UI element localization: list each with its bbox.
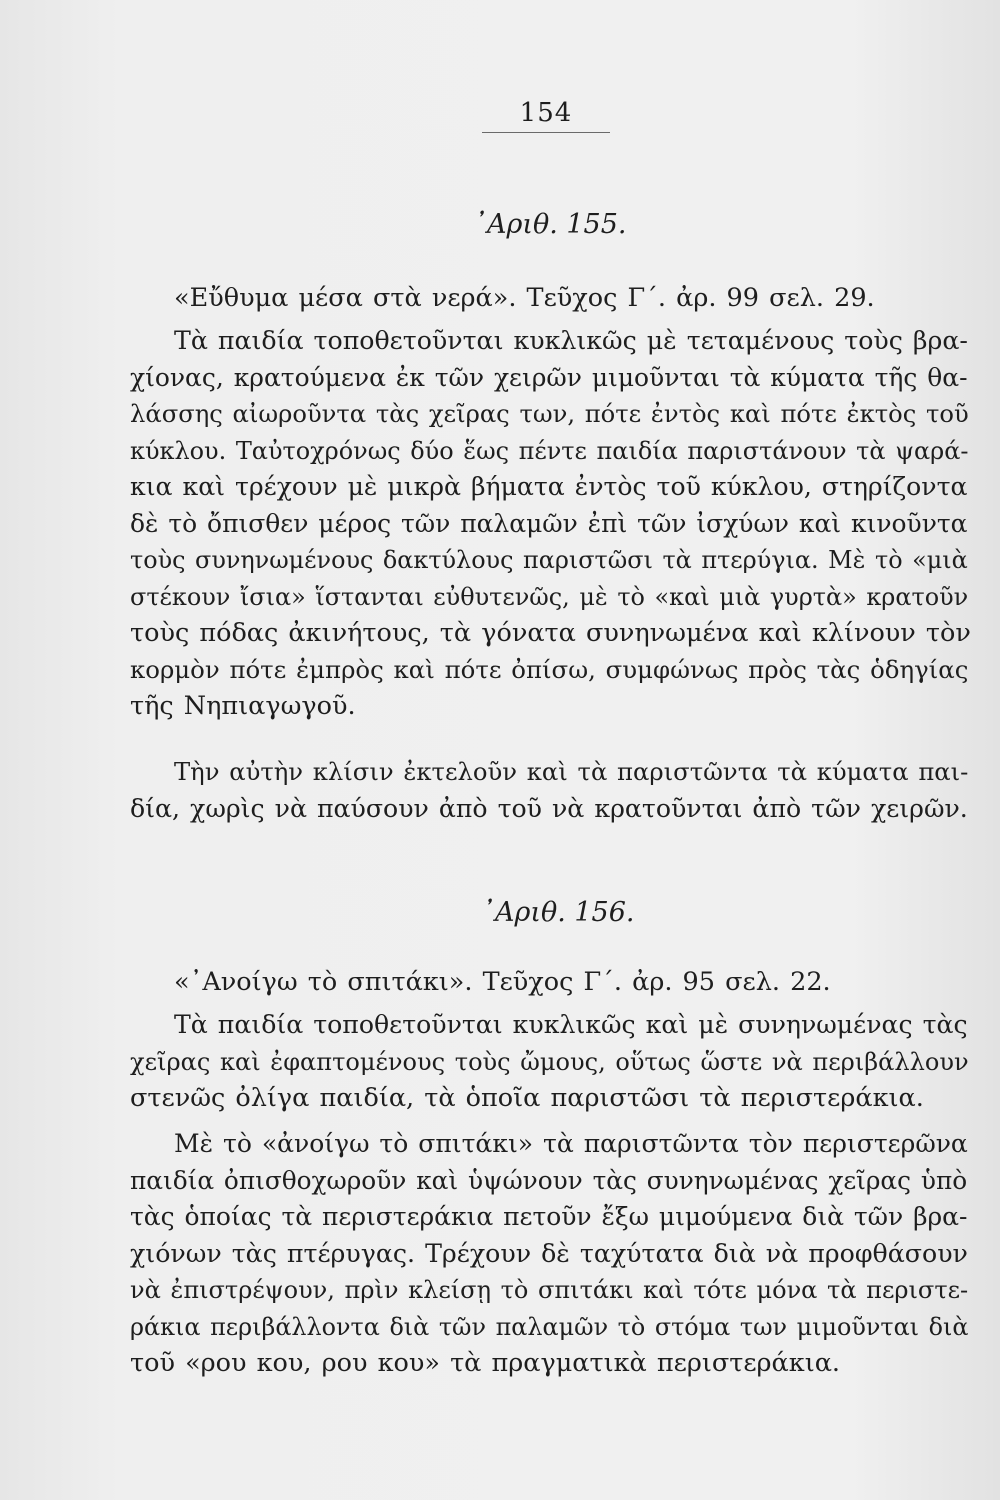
text-line: κορμὸν πότε ἐμπρὸς καὶ πότε ὀπίσω, συμφώνως πρὸς τὰς ὁδηγίας <box>130 654 969 684</box>
entry-heading-155: ᾿Αριθ. 155. <box>473 209 627 240</box>
text-line: τὰς ὁποίας τὰ περιστεράκια πετοῦν ἔξω μιμούμενα διὰ τῶν βρα- <box>130 1202 968 1231</box>
text-line: τοῦ «ρου κου, ρου κου» τὰ πραγματικὰ περιστεράκια. <box>130 1348 841 1378</box>
entry-heading-156: ᾿Αριθ. 156. <box>481 897 635 928</box>
text-line: νὰ ἐπιστρέψουν, πρὶν κλείσῃ τὸ σπιτάκι καὶ τότε μόνα τὰ περιστε- <box>130 1276 969 1304</box>
text-line: λάσσης αἰωροῦντα τὰς χεῖρας των, πότε ἐντὸς καὶ πότε ἐκτὸς τοῦ <box>130 400 969 428</box>
text-line: χιόνων τὰς πτέρυγας. Τρέχουν δὲ ταχύτατα διὰ νὰ προφθάσουν <box>130 1238 968 1268</box>
text-line: στενῶς ὀλίγα παιδία, τὰ ὁποῖα παριστῶσι τὰ περιστεράκια. <box>130 1083 924 1113</box>
text-line: ράκια περιβάλλοντα διὰ τῶν παλαμῶν τὸ στόμα των μιμοῦνται διὰ <box>130 1312 969 1341</box>
text-line: κια καὶ τρέχουν μὲ μικρὰ βήματα ἐντὸς τοῦ κύκλου, στηρίζοντα <box>130 472 968 501</box>
text-line: στέκουν ἴσια» ἵστανται εὐθυτενῶς, μὲ τὸ «καὶ μιὰ γυρτὰ» κρατοῦν <box>130 582 969 611</box>
text-line: δία, χωρὶς νὰ παύσουν ἀπὸ τοῦ νὰ κρατοῦνται ἀπὸ τῶν χειρῶν. <box>130 793 968 823</box>
paragraph-155-2 <box>130 754 972 827</box>
text-line: κύκλου. Ταὐτοχρόνως δύο ἕως πέντε παιδία παριστάνουν τὰ ψαρά- <box>130 436 969 465</box>
text-line: δὲ τὸ ὄπισθεν μέρος τῶν παλαμῶν ἐπὶ τῶν ἰσχύων καὶ κινοῦντα <box>130 508 968 538</box>
page-number: 154 <box>519 98 573 128</box>
text-line: τοὺς συνηνωμένους δακτύλους παριστῶσι τὰ πτερύγια. Μὲ τὸ «μιὰ <box>130 546 968 574</box>
page-number-rule <box>482 132 610 133</box>
paragraph-155-1 <box>130 323 972 725</box>
text-line: χεῖρας καὶ ἐφαπτομένους τοὺς ὤμους, οὕτως ὥστε νὰ περιβάλλουν <box>130 1047 969 1076</box>
text-line: Μὲ τὸ «ἀνοίγω τὸ σπιτάκι» τὰ παριστῶντα τὸν περιστερῶνα <box>174 1129 968 1158</box>
text-line: τῆς Νηπιαγωγοῦ. <box>130 691 356 721</box>
paragraph-156-2 <box>130 1126 972 1382</box>
paragraph-156-1 <box>130 1007 972 1117</box>
text-line: Τὴν αὐτὴν κλίσιν ἐκτελοῦν καὶ τὰ παριστῶντα τὰ κύματα παι- <box>174 757 969 786</box>
text-line: παιδία ὀπισθοχωροῦν καὶ ὑψώνουν τὰς συνηνωμένας χεῖρας ὑπὸ <box>130 1165 968 1195</box>
text-line: τοὺς πόδας ἀκινήτους, τὰ γόνατα συνηνωμένα καὶ κλίνουν τὸν <box>130 618 971 648</box>
text-line: Τὰ παιδία τοποθετοῦνται κυκλικῶς καὶ μὲ συνηνωμένας τὰς <box>174 1010 968 1039</box>
text-line: Τὰ παιδία τοποθετοῦνται κυκλικῶς μὲ τεταμένους τοὺς βρα- <box>174 326 968 355</box>
text-line: χίονας, κρατούμενα ἐκ τῶν χειρῶν μιμοῦνται τὰ κύματα τῆς θα- <box>130 362 968 392</box>
entry-reference-156: «᾿Ανοίγω τὸ σπιτάκι». Τεῦχος Γ΄. ἀρ. 95 σελ. 22. <box>174 967 831 997</box>
entry-reference-155: «Εὔθυμα μέσα στὰ νερά». Τεῦχος Γ΄. ἀρ. 99 σελ. 29. <box>174 283 875 313</box>
